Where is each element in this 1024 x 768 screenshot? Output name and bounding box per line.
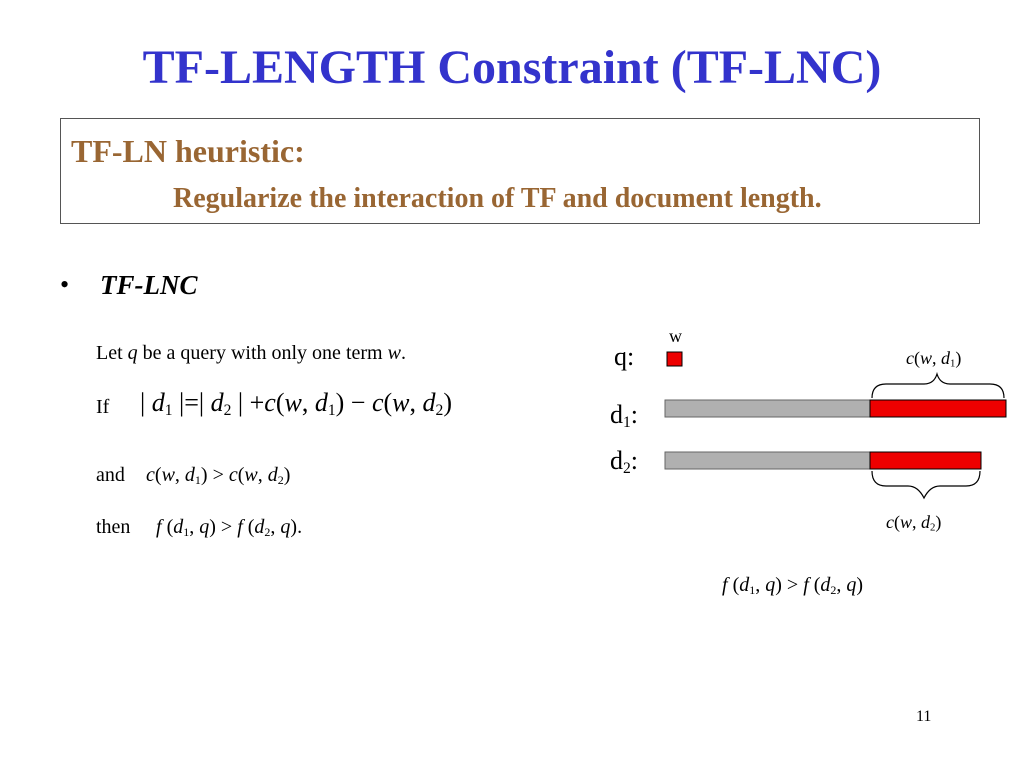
- d1-bar-red: [870, 400, 1006, 417]
- heuristic-description: Regularize the interaction of TF and document length.: [173, 183, 822, 214]
- query-term-box: [667, 352, 682, 366]
- rule-then-formula: f ($d_1$, q) > f ($d_2$, q).: [156, 516, 303, 539]
- let-mid: be a query with only one term: [137, 342, 388, 364]
- heuristic-title: TF-LN heuristic:: [71, 133, 305, 169]
- let-prefix: Let: [96, 342, 128, 364]
- slide-title: TF-LENGTH Constraint (TF-LNC): [142, 41, 882, 94]
- page-number: 11: [916, 708, 932, 725]
- let-end: .: [400, 342, 406, 364]
- let-w: w: [387, 342, 401, 364]
- rule-if-formula: | $d_1$ |=| $d_2$ | +c(w, $d_1) - c(w$, $d_2$): [140, 388, 452, 419]
- bullet-dot: •: [60, 270, 70, 299]
- d2-brace: [872, 471, 980, 498]
- rule-and-word: and: [96, 464, 125, 486]
- rule-if-word: If: [96, 396, 110, 418]
- query-label: q:: [614, 342, 635, 371]
- d2-bar-gray: [665, 452, 870, 469]
- rule-and-formula: c(w, $d_1) > c(w$, $d_2$): [146, 464, 291, 487]
- d1-bar-gray: [665, 400, 870, 417]
- let-q: q: [127, 342, 138, 364]
- result-formula: f ($d_1$, q) > f ($d_2$, q): [722, 574, 864, 597]
- d2-bar-red: [870, 452, 981, 469]
- rule-then-word: then: [96, 516, 131, 538]
- bullet-label: TF-LNC: [100, 270, 198, 300]
- c-w-d2-label: c(w, $d_2$): [886, 512, 942, 534]
- d1-brace: [872, 374, 1004, 398]
- c-w-d1-label: c(w, $d_1$): [906, 348, 962, 370]
- d1-label: $d_1$:: [610, 400, 639, 431]
- d2-label: $d_2$:: [610, 446, 639, 477]
- term-label: w: [669, 326, 682, 346]
